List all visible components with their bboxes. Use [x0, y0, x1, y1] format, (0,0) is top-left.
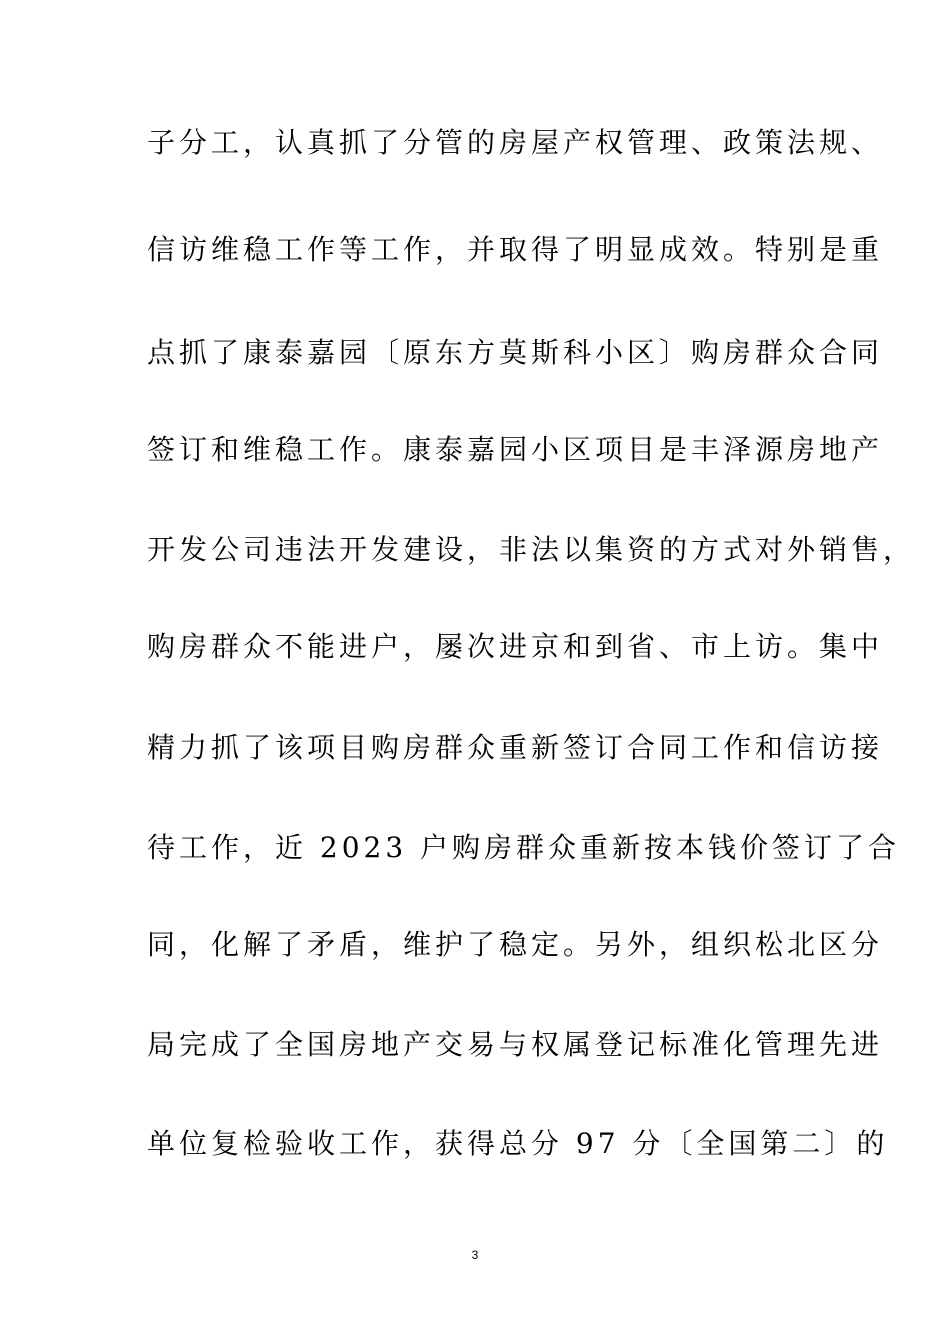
body-text-line: 开发公司违法开发建设，非法以集资的方式对外销售，: [147, 533, 916, 566]
body-text-line: 待工作，近 2023 户购房群众重新按本钱价签订了合: [147, 831, 901, 864]
body-text-line: 精力抓了该项目购房群众重新签订合同工作和信访接: [147, 731, 884, 764]
body-text-line: 单位复检验收工作，获得总分 97 分〔全国第二〕的: [147, 1127, 889, 1160]
page-number: 3: [471, 1248, 479, 1262]
body-text-line: 信访维稳工作等工作，并取得了明显成效。特别是重: [147, 233, 884, 266]
body-text-line: 点抓了康泰嘉园〔原东方莫斯科小区〕购房群众合同: [147, 336, 884, 369]
body-text-line: 签订和维稳工作。康泰嘉园小区项目是丰泽源房地产: [147, 433, 884, 466]
body-text-line: 子分工，认真抓了分管的房屋产权管理、政策法规、: [147, 126, 884, 159]
body-text-line: 同，化解了矛盾，维护了稳定。另外，组织松北区分: [147, 928, 884, 961]
body-text-line: 局完成了全国房地产交易与权属登记标准化管理先进: [147, 1028, 884, 1061]
body-text-line: 购房群众不能进户，屡次进京和到省、市上访。集中: [147, 630, 884, 663]
